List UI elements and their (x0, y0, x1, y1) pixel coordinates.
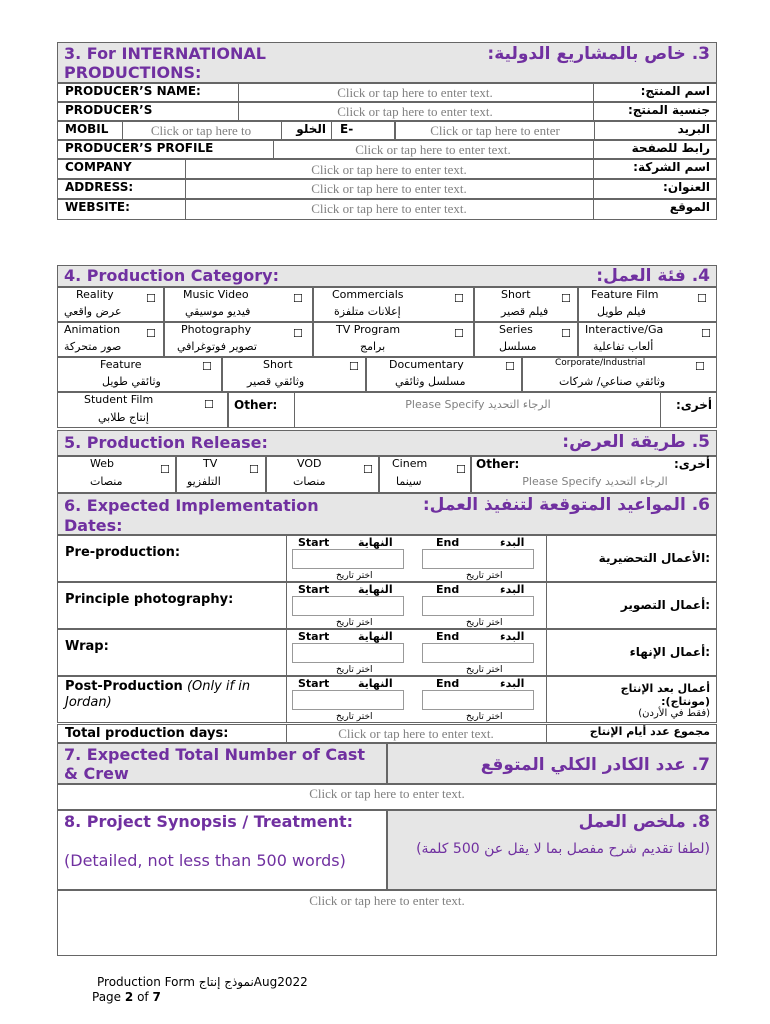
checkbox-icon[interactable]: ☐ (697, 292, 707, 305)
s4-cat-label-ar: صور متحركة (64, 340, 122, 353)
section-6-title-ar: 6. المواعيد المتوقعة لتنفيذ العمل: (422, 495, 710, 515)
s4-cat-label-en: Short (263, 358, 293, 371)
end-date-picker[interactable] (422, 549, 534, 569)
email-input[interactable]: Click or tap here to enter (430, 123, 560, 138)
section-5-title-ar: 5. طريقة العرض: (562, 432, 710, 452)
s6-start-label: Start (298, 583, 330, 596)
s5-label-en: VOD (297, 457, 322, 470)
s4-cat-label-en: Reality (76, 288, 114, 301)
s5-label-ar: سينما (396, 475, 422, 488)
s6-post-ar3: (فقط في الأردن) (638, 708, 710, 719)
s6-start-label-ar: النهاية (358, 536, 393, 549)
section-8-title-en: 8. Project Synopsis / Treatment: (64, 812, 354, 831)
footer-page-total: 7 (152, 990, 161, 1004)
s4-cat-feature-doc[interactable] (57, 357, 222, 392)
s4-cat-label-en: Short (501, 288, 531, 301)
footer-date: Aug2022 (253, 975, 308, 989)
mobile-input[interactable]: Click or tap here to (150, 123, 252, 138)
s3-label-producer-nationality-ar: جنسية المنتج: (627, 103, 710, 117)
s6-end-label: End (436, 583, 460, 596)
choose-date-hint: اختر تاريخ (336, 571, 373, 581)
s4-cat-label-ar: عرض واقعي (64, 305, 122, 318)
s6-end-label-ar: البدء (500, 536, 525, 549)
s6-label-pre-production-ar: :الأعمال التحضيرية (598, 551, 710, 565)
end-date-picker[interactable] (422, 643, 534, 663)
s4-cat-label-en: Commercials (332, 288, 404, 301)
section-7-title-en: 7. Expected Total Number of Cast & Crew (64, 745, 366, 783)
s3-label-website-ar: الموقع (669, 200, 710, 214)
s6-end-label: End (436, 677, 460, 690)
section-7-title-ar: 7. عدد الكادر الكلي المتوقع (480, 755, 710, 775)
s3-label-address-ar: العنوان: (663, 180, 710, 194)
s6-end-label: End (436, 630, 460, 643)
checkbox-icon[interactable]: ☐ (293, 327, 303, 340)
section-8-note-en: (Detailed, not less than 500 words) (64, 851, 346, 870)
s4-cat-label-ar: مسلسل (499, 340, 537, 353)
website-input[interactable]: Click or tap here to enter text. (311, 201, 467, 216)
s6-end-label-ar: البدء (500, 677, 525, 690)
s5-label-ar: منصات (293, 475, 326, 488)
checkbox-icon[interactable]: ☐ (204, 398, 214, 411)
s3-label-profile-ar: رابط للصفحة (631, 141, 710, 155)
section-3-title-en: 3. For INTERNATIONAL PRODUCTIONS: (64, 44, 266, 82)
s5-other-input[interactable]: Please Specify الرجاء التحديد (522, 475, 668, 488)
s6-end-label-ar: البدء (500, 630, 525, 643)
s4-cat-label-ar: برامج (360, 340, 386, 353)
choose-date-hint: اختر تاريخ (336, 618, 373, 628)
checkbox-icon[interactable]: ☐ (454, 327, 464, 340)
s4-cat-music-video[interactable] (164, 287, 313, 322)
s4-cat-label-en: Corporate/Industrial (555, 358, 646, 368)
s3-label-company-ar: اسم الشركة: (633, 160, 710, 174)
s4-cat-documentary[interactable] (366, 357, 522, 392)
s5-release-vod[interactable] (266, 456, 379, 493)
s5-release-tv[interactable] (176, 456, 266, 493)
checkbox-icon[interactable]: ☐ (695, 360, 705, 373)
s6-end-label-ar: البدء (500, 583, 525, 596)
s6-start-label: Start (298, 630, 330, 643)
start-date-picker[interactable] (292, 643, 404, 663)
choose-date-hint: اختر تاريخ (336, 712, 373, 722)
footer-page (92, 990, 161, 1004)
s4-cat-label-ar: إنتاج طلابي (98, 411, 149, 424)
s3-label-email-ar: البريد (677, 122, 710, 136)
s4-cat-label-ar: تصوير فوتوغرافي (177, 340, 257, 353)
s4-cat-short[interactable] (474, 287, 578, 322)
s4-other-label: Other: (234, 398, 278, 412)
s5-label-en: Web (90, 457, 114, 470)
start-date-picker[interactable] (292, 596, 404, 616)
s4-cat-label-en: Student Film (84, 393, 154, 406)
section-4-title-en: 4. Production Category: (64, 266, 280, 285)
choose-date-hint: اختر تاريخ (466, 665, 503, 675)
s6-label-wrap-ar: :أعمال الإنهاء (629, 645, 710, 659)
s6-post-ar2: (مونتاج): (661, 695, 710, 708)
s5-label-en: TV (203, 457, 218, 470)
checkbox-icon[interactable]: ☐ (505, 360, 515, 373)
s5-release-cinema[interactable] (379, 456, 471, 493)
s6-label-wrap: Wrap: (65, 639, 109, 654)
s4-cat-label-ar: إعلانات متلفزة (334, 305, 401, 318)
section-8-title-ar: 8. ملخص العمل (578, 812, 710, 832)
s6-label-principle-photography-ar: :أعمال التصوير (620, 598, 710, 612)
s4-cat-label-ar: ألعاب تفاعلية (593, 340, 654, 353)
s3-label-producer-name-ar: اسم المنتج: (640, 84, 710, 98)
s4-cat-label-ar: وثائقي صناعي/ شركات (559, 375, 666, 388)
footer-form-name: Production Form نموذج إنتاج (97, 975, 254, 989)
s4-cat-animation[interactable] (57, 322, 164, 357)
section-4-title-ar: 4. فئة العمل: (596, 266, 710, 286)
total-days-input[interactable]: Click or tap here to enter text. (338, 726, 494, 741)
s4-other-label-ar: أخرى: (675, 398, 712, 412)
s4-cat-label-ar: فيديو موسيقي (185, 305, 251, 318)
s3-label-company: COMPANY (65, 160, 132, 174)
s4-cat-label-ar: وثائقي قصير (247, 375, 305, 388)
checkbox-icon[interactable]: ☐ (160, 463, 170, 476)
s6-post-en: Post-Production (65, 679, 183, 694)
s4-cat-short-doc[interactable] (222, 357, 366, 392)
choose-date-hint: اختر تاريخ (466, 571, 503, 581)
s4-cat-label-en: Animation (64, 323, 121, 336)
s6-label-post (65, 679, 280, 711)
start-date-picker[interactable] (292, 549, 404, 569)
s6-total-label-ar: مجموع عدد أيام الإنتاج (589, 725, 710, 738)
choose-date-hint: اختر تاريخ (466, 618, 503, 628)
s6-post-note: (Only if in Jordan) (65, 679, 251, 710)
s4-cat-commercials[interactable] (313, 287, 474, 322)
s6-total-label: Total production days: (65, 726, 229, 741)
s3-label-website: WEBSITE: (65, 200, 130, 214)
choose-date-hint: اختر تاريخ (336, 665, 373, 675)
s4-cat-feature-film[interactable] (578, 287, 717, 322)
producer-nationality-input[interactable]: Click or tap here to enter text. (337, 104, 493, 119)
checkbox-icon[interactable]: ☐ (701, 327, 711, 340)
checkbox-icon[interactable]: ☐ (349, 360, 359, 373)
s4-cat-label-en: Feature Film (591, 288, 659, 301)
checkbox-icon[interactable]: ☐ (363, 463, 373, 476)
footer-page-prefix: Page (92, 990, 122, 1004)
s6-start-label: Start (298, 677, 330, 690)
s3-label-address: ADDRESS: (65, 180, 134, 194)
checkbox-icon[interactable]: ☐ (561, 327, 571, 340)
s3-label-profile: PRODUCER’S PROFILE (65, 141, 214, 155)
s4-cat-label-ar: فيلم طويل (597, 305, 646, 318)
s5-release-web[interactable] (57, 456, 176, 493)
s4-cat-photography[interactable] (164, 322, 313, 357)
s6-post-ar: أعمال بعد الإنتاج (620, 682, 710, 695)
section-8-note-ar: (لطفا تقديم شرح مفصل بما لا يقل عن 500 كلمة) (416, 841, 710, 857)
s4-other-input[interactable]: Please Specify الرجاء التحديد (405, 398, 551, 411)
s5-label-en: Cinem (392, 457, 428, 470)
checkbox-icon[interactable]: ☐ (454, 292, 464, 305)
s4-cat-label-ar: وثائقي طويل (102, 375, 161, 388)
s4-cat-label-en: TV Program (336, 323, 401, 336)
s4-cat-corporate[interactable] (522, 357, 717, 392)
s4-cat-reality[interactable] (57, 287, 164, 322)
s6-end-label: End (436, 536, 460, 549)
address-input[interactable]: Click or tap here to enter text. (311, 181, 467, 196)
choose-date-hint: اختر تاريخ (466, 712, 503, 722)
end-date-picker[interactable] (422, 690, 534, 710)
end-date-picker[interactable] (422, 596, 534, 616)
cast-crew-input[interactable]: Click or tap here to enter text. (309, 786, 465, 801)
s4-cat-label-en: Documentary (389, 358, 464, 371)
s5-label-ar: التلفزيو (187, 475, 221, 488)
s6-start-label-ar: النهاية (358, 630, 393, 643)
start-date-picker[interactable] (292, 690, 404, 710)
footer-page-num: 2 (124, 990, 134, 1004)
company-input[interactable]: Click or tap here to enter text. (311, 162, 467, 177)
s4-cat-student-film[interactable] (57, 392, 228, 428)
s4-cat-label-en: Feature (100, 358, 142, 371)
s4-cat-label-en: Music Video (183, 288, 249, 301)
s6-label-principle-photography: Principle photography: (65, 592, 234, 607)
s4-cat-series[interactable] (474, 322, 578, 357)
checkbox-icon[interactable]: ☐ (146, 327, 156, 340)
producer-profile-input[interactable]: Click or tap here to enter text. (355, 142, 511, 157)
s4-cat-label-ar: مسلسل وثائقي (395, 375, 466, 388)
section-3-title-ar: 3. خاص بالمشاريع الدولية: (487, 44, 710, 64)
s3-label-email: E- (340, 122, 354, 136)
checkbox-icon[interactable]: ☐ (202, 360, 212, 373)
checkbox-icon[interactable]: ☐ (561, 292, 571, 305)
synopsis-input[interactable]: Click or tap here to enter text. (309, 893, 465, 908)
footer-form (97, 975, 308, 989)
s4-cat-label-en: Photography (181, 323, 252, 336)
s4-cat-label-en: Series (499, 323, 533, 336)
footer-page-of: of (137, 990, 149, 1004)
s4-cat-label-ar: فيلم قصير (501, 305, 549, 318)
section-6-title-en: 6. Expected Implementation Dates: (64, 496, 319, 535)
s3-label-producer-name: PRODUCER’S NAME: (65, 84, 201, 98)
section-5-title-en: 5. Production Release: (64, 433, 268, 452)
checkbox-icon[interactable]: ☐ (293, 292, 303, 305)
s3-label-mobile: MOBIL (65, 122, 109, 136)
s5-other-label: Other: (476, 457, 520, 471)
s3-label-producer-nationality: PRODUCER’S (65, 103, 153, 117)
checkbox-icon[interactable]: ☐ (456, 463, 466, 476)
s6-start-label: Start (298, 536, 330, 549)
s3-label-mobile-ar: الخلو (296, 122, 326, 136)
s6-start-label-ar: النهاية (358, 677, 393, 690)
s4-cat-tv-program[interactable] (313, 322, 474, 357)
s4-cat-interactive[interactable] (578, 322, 717, 357)
s4-cat-label-en: Interactive/Ga (585, 323, 664, 336)
s5-other-label-ar: أخرى: (673, 457, 710, 471)
s6-label-pre-production: Pre-production: (65, 545, 181, 560)
s6-start-label-ar: النهاية (358, 583, 393, 596)
s5-label-ar: منصات (90, 475, 123, 488)
checkbox-icon[interactable]: ☐ (146, 292, 156, 305)
producer-name-input[interactable]: Click or tap here to enter text. (337, 85, 493, 100)
checkbox-icon[interactable]: ☐ (249, 463, 259, 476)
